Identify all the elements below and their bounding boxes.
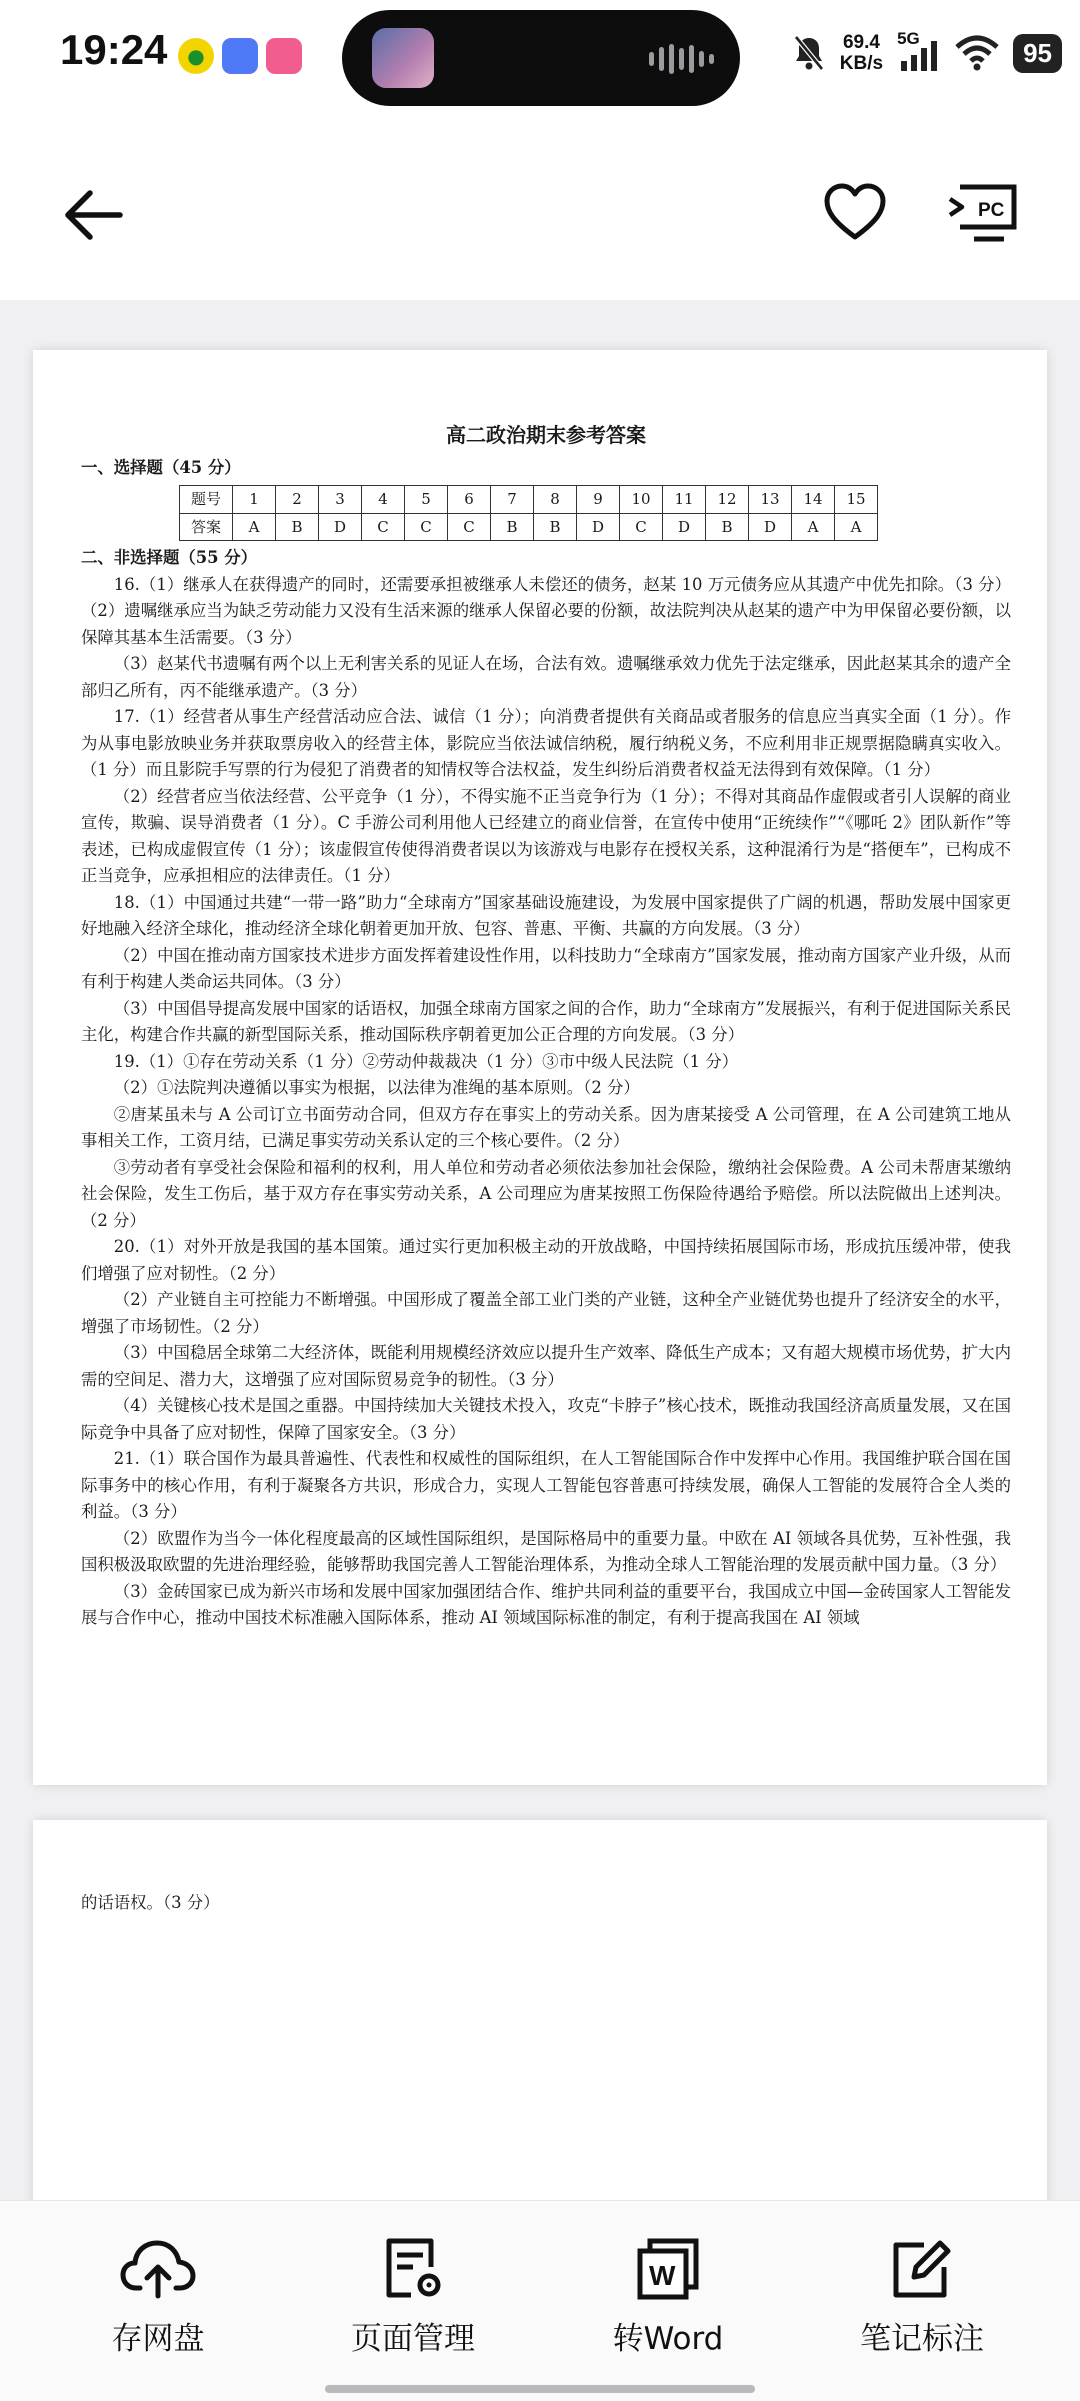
notification-app-icons (178, 38, 302, 74)
audio-wave-icon (649, 44, 714, 74)
bottom-toolbar (0, 2200, 1080, 2401)
document-page-1[interactable] (33, 350, 1047, 1785)
paragraph: 的话语权。（3 分） (81, 1893, 220, 1912)
section-title: 二、非选择题（55 分） (81, 548, 258, 567)
table-header-cell: 答案 (180, 513, 233, 541)
app-icon-2 (222, 38, 258, 74)
table-cell: 9 (577, 486, 620, 514)
toolbar-label: 转Word (612, 2321, 724, 2357)
dynamic-island[interactable] (342, 10, 740, 106)
section-title: 一、选择题（45 分） (81, 457, 241, 477)
edit-note-icon (890, 2237, 954, 2301)
paragraph: 20.（1）对外开放是我国的基本国策。通过实行更加积极主动的开放战略，中国持续拓展国际市场，形成抗压缓冲带，使我们增强了应对韧性。（2 分） (81, 1237, 1011, 1283)
table-cell: 8 (534, 486, 577, 514)
document-title: 高二政治期末参考答案 (446, 423, 646, 447)
answer-table (179, 485, 878, 541)
table-cell: B (706, 513, 749, 541)
paragraph: 18.（1）中国通过共建“一带一路”助力“全球南方”国家基础设施建设，为发展中国家提供了广阔的机遇，帮助发展中国家更好地融入经济全球化，推动经济全球化朝着更加开放、包容、普惠、平衡、共赢的方向发展。（3 分） (81, 892, 1011, 938)
word-icon-letter: W (649, 2260, 676, 2291)
cloud-upload-icon (120, 2238, 196, 2300)
network-speed (840, 32, 883, 74)
network-speed-unit: KB/s (839, 53, 884, 74)
paragraph: （3）赵某代书遗嘱有两个以上无利害关系的见证人在场，合法有效。遗嘱继承效力优先于法定继承，因此赵某其余的遗产全部归乙所有，丙不能继承遗产。（3 分） (81, 654, 1011, 700)
table-cell: B (276, 513, 319, 541)
paragraph: （2）中国在推动南方国家技术进步方面发挥着建设性作用，以科技助力“全球南方”国家发展，推动南方国家产业升级，从而有利于构建人类命运共同体。（3 分） (81, 945, 1011, 991)
paragraph: （2）①法院判决遵循以事实为根据，以法律为准绳的基本原则。（2 分） (113, 1078, 640, 1097)
paragraph: 19.（1）①存在劳动关系（1 分）②劳动仲裁裁决（1 分）③市中级人民法院（1 分） (113, 1051, 739, 1071)
toolbar-label: 笔记标注 (860, 2321, 984, 2357)
table-row (180, 513, 878, 541)
document-content-page-2 (81, 1890, 1011, 1917)
signal-bars-icon (897, 33, 941, 73)
mute-bell-icon (792, 34, 826, 72)
table-row (180, 486, 878, 514)
wifi-icon (955, 35, 999, 71)
pc-label: PC (978, 200, 1005, 221)
media-thumbnail[interactable] (372, 28, 434, 88)
app-icon-1: ● (178, 38, 214, 74)
bilibili-icon (266, 38, 302, 74)
status-time: 19:24 (60, 26, 168, 73)
paragraph: （2）欧盟作为当今一体化程度最高的区域性国际组织，是国际格局中的重要力量。中欧在 AI 领域各具优势，互补性强，我国积极汲取欧盟的先进治理经验，能够帮助我国完善人工智能治理体系，为推动全球人工智能治理的发展贡献中国力量。（3 分） (81, 1528, 1011, 1574)
top-navigation (0, 115, 1080, 300)
paragraph: （2）经营者应当依法经营、公平竞争（1 分），不得实施不正当竞争行为（1 分）；不得对其商品作虚假或者引人误解的商业宣传，欺骗、误导消费者（1 分）。C 手游公司利用他人已经建立的商业信誉，在宣传中使用“正统续作”“《哪吒 2》团队新作”等表述，已构成虚假宣传（1 分）；该虚假宣传使得消费者误以为该游戏与电影存在授权关系，这种混淆行为是“搭便车”，已构成不正当竞争，应承担相应的法律责任。（1 分） (81, 786, 1011, 885)
paragraph: （4）关键核心技术是国之重器。中国持续加大关键技术投入，攻克“卡脖子”核心技术，既推动我国经济高质量发展，又在国际竞争中具备了应对韧性，保障了国家安全。（3 分） (81, 1396, 1011, 1442)
table-cell: 13 (749, 486, 792, 514)
save-to-cloud-button[interactable] (48, 2237, 268, 2358)
arrow-left-icon (62, 189, 124, 241)
cast-to-pc-icon (948, 181, 1020, 245)
table-cell: A (233, 513, 276, 541)
table-cell: 2 (276, 486, 319, 514)
network-type: 5G (897, 29, 920, 48)
table-cell: 14 (792, 486, 835, 514)
paragraph: （3）金砖国家已成为新兴市场和发展中国家加强团结合作、维护共同利益的重要平台，我国成立中国—金砖国家人工智能发展与合作中心，推动中国技术标准融入国际体系，推动 AI 领域国际标准的制定，有利于提高我国在 AI 领域 (81, 1581, 1011, 1627)
toolbar-label: 存网盘 (111, 2321, 205, 2357)
paragraph: 17.（1）经营者从事生产经营活动应合法、诚信（1 分）；向消费者提供有关商品或者服务的信息应当真实全面（1 分）。作为从事电影放映业务并获取票房收入的经营主体，影院应当依法诚信纳税，履行纳税义务，不应利用非正规票据隐瞒真实收入。（1 分）而且影院手写票的行为侵犯了消费者的知情权等合法权益，发生纠纷后消费者权益无法得到有效保障。（1 分） (81, 707, 1011, 779)
table-cell: 6 (448, 486, 491, 514)
document-page-2[interactable] (33, 1820, 1047, 2200)
status-indicators (792, 29, 1062, 74)
table-cell: A (792, 513, 835, 541)
table-cell: D (319, 513, 362, 541)
table-cell: 5 (405, 486, 448, 514)
paragraph: （3）中国倡导提高发展中国家的话语权，加强全球南方国家之间的合作，助力“全球南方”发展振兴，有利于促进国际关系民主化，构建合作共赢的新型国际关系，推动国际秩序朝着更加公正合理的方向发展。（3 分） (81, 998, 1011, 1044)
table-cell: C (620, 513, 663, 541)
table-cell: B (534, 513, 577, 541)
table-cell: 12 (706, 486, 749, 514)
paragraph: （2）产业链自主可控能力不断增强。中国形成了覆盖全部工业门类的产业链，这种全产业链优势也提升了经济安全的水平，增强了市场韧性。（2 分） (81, 1290, 1011, 1336)
document-viewer[interactable] (0, 300, 1080, 2200)
heart-icon (823, 183, 887, 241)
table-cell: 4 (362, 486, 405, 514)
table-cell: 11 (663, 486, 706, 514)
battery-indicator: 95 (1013, 34, 1062, 73)
signal-indicator (897, 29, 941, 73)
table-cell: D (577, 513, 620, 541)
cast-to-pc-button[interactable] (946, 175, 1022, 251)
paragraph: ②唐某虽未与 A 公司订立书面劳动合同，但双方存在事实上的劳动关系。因为唐某接受 A 公司管理，在 A 公司建筑工地从事相关工作，工资月结，已满足事实劳动关系认定的三个核心要件。（2 分） (81, 1104, 1011, 1150)
table-cell: C (362, 513, 405, 541)
home-indicator[interactable] (325, 2385, 755, 2393)
paragraph: 21.（1）联合国作为最具普遍性、代表性和权威性的国际组织，在人工智能国际合作中发挥中心作用。我国维护联合国在国际事务中的核心作用，有利于凝聚各方共识，形成合力，实现人工智能包容普惠可持续发展，确保人工智能的发展符合全人类的利益。（3 分） (81, 1449, 1011, 1521)
favorite-button[interactable] (820, 177, 890, 247)
convert-word-icon (636, 2237, 700, 2301)
table-cell: 7 (491, 486, 534, 514)
document-content (81, 422, 1011, 1632)
table-cell: D (749, 513, 792, 541)
table-cell: 10 (620, 486, 663, 514)
table-cell: C (405, 513, 448, 541)
page-settings-icon (381, 2237, 445, 2301)
network-speed-value: 69.4 (842, 32, 880, 53)
paragraph: ③劳动者有享受社会保险和福利的权利，用人单位和劳动者必须依法参加社会保险，缴纳社会保险费。A 公司未帮唐某缴纳社会保险，发生工伤后，基于双方存在事实劳动关系，A 公司理应为唐某按照工伤保险待遇给予赔偿。所以法院做出上述判决。（2 分） (81, 1157, 1011, 1230)
page-management-button[interactable] (303, 2237, 523, 2358)
table-cell: 1 (233, 486, 276, 514)
table-header-cell: 题号 (180, 486, 233, 514)
table-cell: C (448, 513, 491, 541)
toolbar-label: 页面管理 (351, 2321, 475, 2357)
status-bar (0, 0, 1080, 115)
table-cell: D (663, 513, 706, 541)
convert-to-word-button[interactable] (558, 2237, 778, 2358)
table-cell: A (835, 513, 878, 541)
paragraph: （3）中国稳居全球第二大经济体，既能利用规模经济效应以提升生产效率、降低生产成本；又有超大规模市场优势，扩大内需的空间足、潜力大，这增强了应对国际贸易竞争的韧性。（3 分） (81, 1343, 1011, 1389)
annotate-notes-button[interactable] (812, 2237, 1032, 2358)
paragraph: 16.（1）继承人在获得遗产的同时，还需要承担被继承人未偿还的债务，赵某 10 万元债务应从其遗产中优先扣除。（3 分）（2）遗嘱继承应当为缺乏劳动能力又没有生活来源的继承人保留必要的份额，故法院判决从赵某的遗产中为甲保留必要份额，以保障其基本生活需要。（3 分） (81, 574, 1011, 647)
table-cell: B (491, 513, 534, 541)
table-cell: 3 (319, 486, 362, 514)
table-cell: 15 (835, 486, 878, 514)
back-button[interactable] (58, 180, 128, 250)
